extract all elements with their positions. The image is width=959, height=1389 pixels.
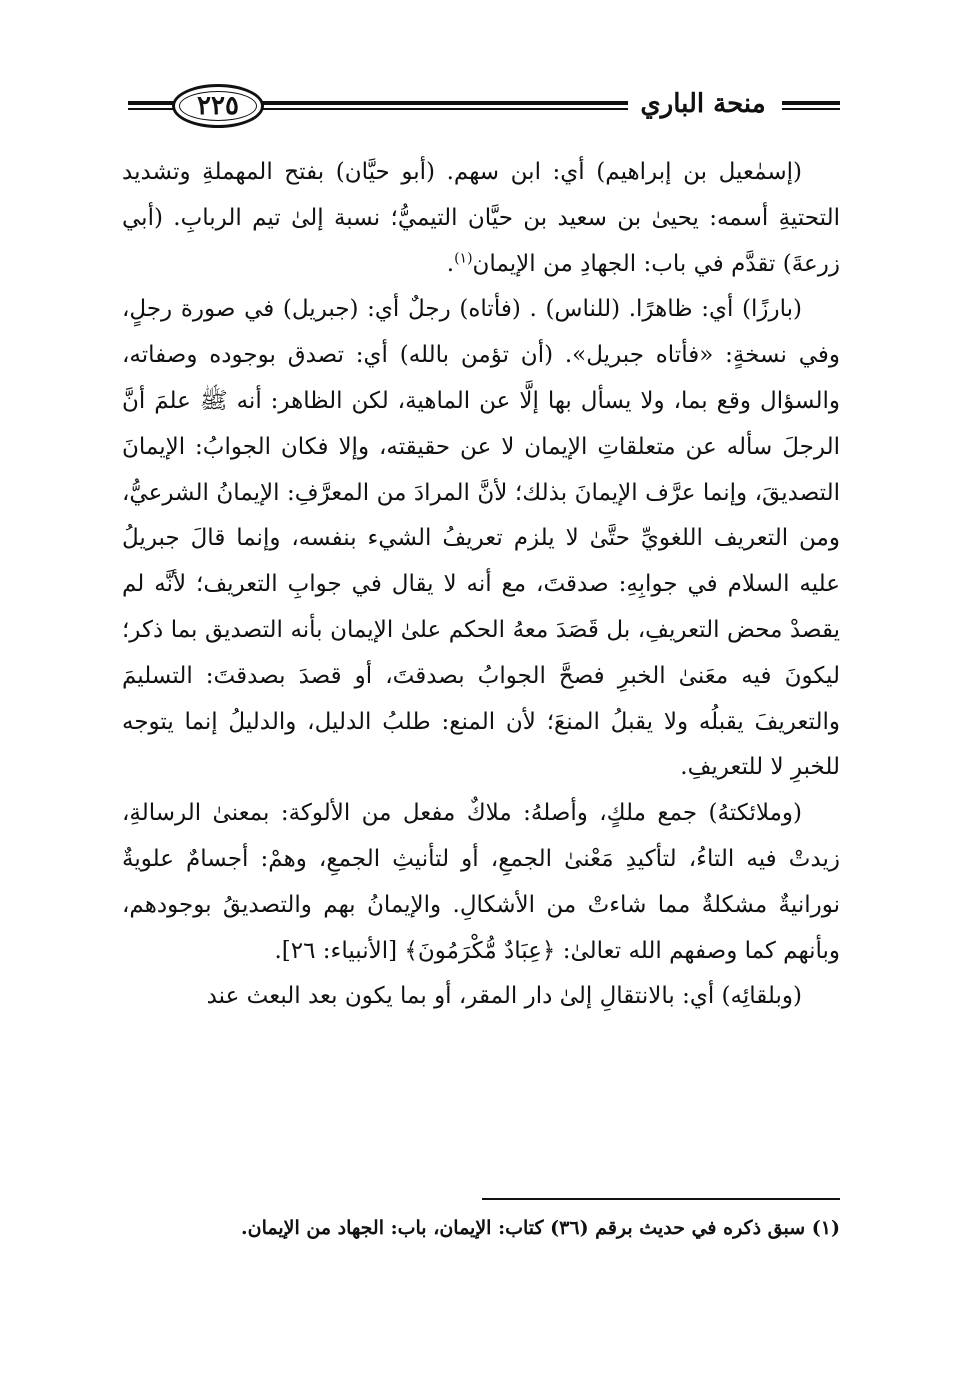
book-title: منحة الباري bbox=[628, 84, 778, 124]
header-rule-left bbox=[128, 101, 178, 111]
paragraph-4: (وبلقائِه) أي: بالانتقالِ إلىٰ دار المقر، أو بما يكون بعد البعث عند bbox=[206, 983, 802, 1010]
paragraph-1 bbox=[122, 150, 840, 287]
page-header bbox=[128, 78, 840, 138]
footnote-separator bbox=[482, 1198, 840, 1200]
paragraph-3: (وملائكتهُ) جمع ملكٍ، وأصلهُ: ملاكٌ مفعل من الألوكة: بمعنىٰ الرسالةِ، زيدتْ فيه التاءُ، لتأكيدِ مَعْنىٰ الجمعِ، أو لتأنيثِ الجمعِ، وهمْ: أجسامٌ علويةٌ نورانيةٌ مشكلةٌ مما شاءتْ من الأشكالِ. والإيمانُ بهم والتصديقُ بوجودهم، وبأنهم كما وصفهم الله تعالىٰ: ﴿عِبَادٌ مُّكْرَمُونَ﴾ [الأنبياء: ٢٦]. bbox=[122, 800, 840, 964]
footnote-1: (١) سبق ذكره في حديث برقم (٣٦) كتاب: الإيمان، باب: الجهاد من الإيمان. bbox=[241, 1217, 840, 1239]
paragraph-2: (بارزًا) أي: ظاهرًا. (للناس) . (فأتاه) رجلٌ أي: (جبريل) في صورة رجلٍ، وفي نسخةٍ: «فأتاه جبريل». (أن تؤمن بالله) أي: تصدق بوجوده وصفاته، والسؤال وقع بما، ولا يسأل بها إلَّا عن الماهية، لكن الظاهر: أنه ﷺ علمَ أنَّ الرجلَ سأله عن متعلقاتِ الإيمان لا عن حقيقته، وإلا فكان الجوابُ: الإيمانَ التصديقَ، وإنما عرَّف الإيمانَ بذلك؛ لأنَّ المرادَ من المعرَّفِ: الإيمانُ الشرعيُّ، ومن التعريف اللغويِّ حتَّىٰ لا يلزم تعريفُ الشيء بنفسه، وإنما قالَ جبريلُ عليه السلام في جوابِهِ: صدقتَ، مع أنه لا يقال في جوابِ التعريف؛ لأنَّه لم يقصدْ محض التعريفِ، بل قَصَدَ معهُ الحكم علىٰ الإيمان بأنه التصديق بما ذكر؛ ليكونَ فيه معَنىٰ الخبرِ فصحَّ الجوابُ بصدقتَ، أو قصدَ بصدقتَ: التسليمَ والتعريفَ يقبلُه ولا يقبلُ المنعَ؛ لأن المنع: طلبُ الدليل، والدليلُ إنما يتوجه للخبرِ لا للتعريفِ. bbox=[122, 296, 840, 781]
page-number: ٢٢٥ bbox=[197, 91, 239, 121]
paragraph-1-tail: . bbox=[446, 250, 455, 277]
footnote-reference: (١) bbox=[454, 249, 473, 266]
paragraph-1-text: (إسمٰعيل بن إبراهيم) أي: ابن سهم. (أبو حيَّان) بفتح المهملةِ وتشديد التحتيةِ أسمه: يحيىٰ بن سعيد بن حيَّان التيميُّ؛ نسبة إلىٰ تيم الربابِ. (أبي زرعةَ) تقدَّم في باب: الجهادِ من الإيمان bbox=[122, 159, 840, 277]
page-number-badge bbox=[172, 84, 264, 128]
header-rule-right bbox=[782, 101, 840, 111]
main-text bbox=[122, 150, 840, 1020]
